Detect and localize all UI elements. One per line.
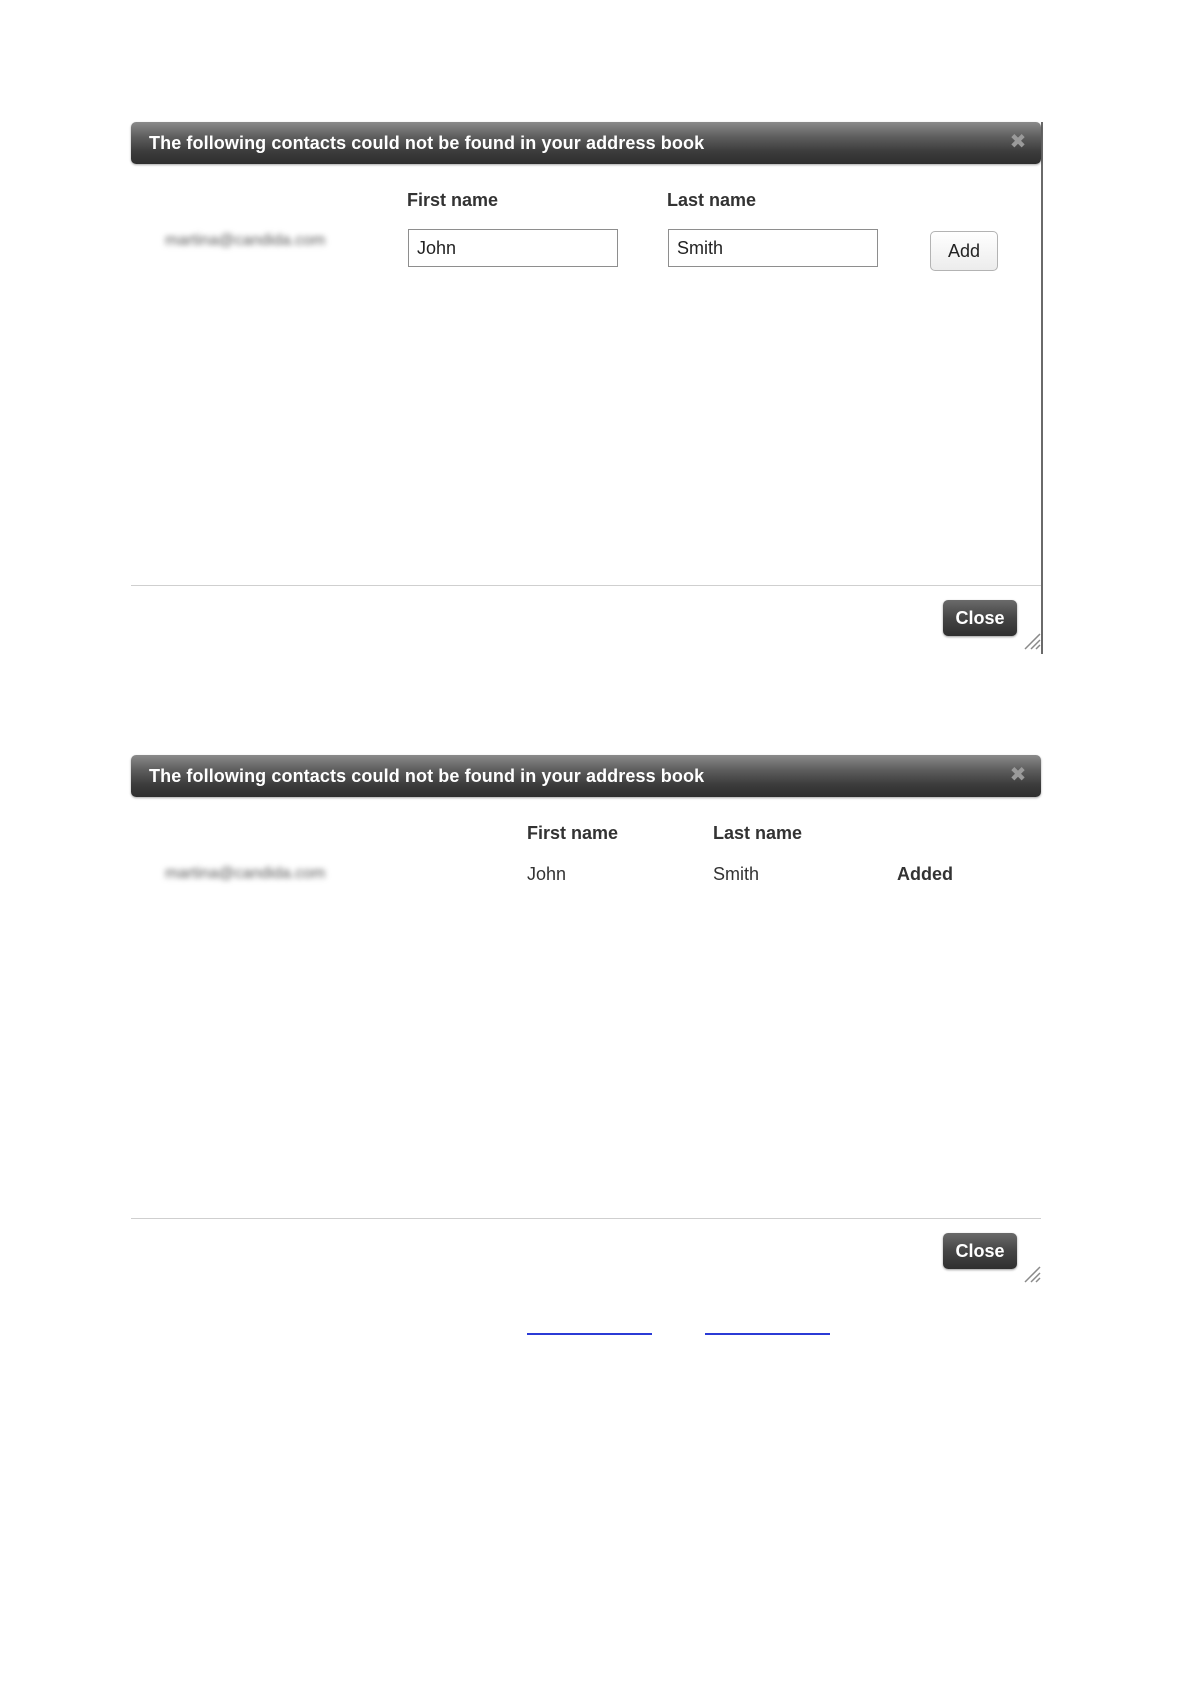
dialog-title: The following contacts could not be found in your address book (149, 133, 705, 153)
resize-grip-icon[interactable] (1021, 630, 1041, 650)
first-name-field[interactable] (408, 229, 618, 267)
contact-email: martina@candida.com (165, 232, 326, 249)
first-name-column-header: First name (527, 823, 619, 843)
added-status: Added (897, 864, 953, 884)
last-name-value: Smith (713, 864, 760, 884)
close-icon[interactable]: ✖ (1009, 764, 1027, 786)
dialog-title: The following contacts could not be found in your address book (149, 766, 705, 786)
link-underline[interactable] (705, 1333, 830, 1335)
contact-email: martina@candida.com (165, 865, 326, 882)
link-underline[interactable] (527, 1333, 652, 1335)
dialog-titlebar[interactable] (131, 122, 1041, 164)
last-name-field[interactable] (668, 229, 878, 267)
add-contact-dialog (131, 122, 1043, 654)
last-name-column-header: Last name (667, 190, 757, 210)
last-name-column-header: Last name (713, 823, 803, 843)
footer-divider (131, 585, 1041, 586)
added-contact-dialog (131, 755, 1041, 1287)
first-name-column-header: First name (407, 190, 499, 210)
dialog-titlebar[interactable] (131, 755, 1041, 797)
footer-divider (131, 1218, 1041, 1219)
first-name-value: John (527, 864, 567, 884)
close-icon[interactable]: ✖ (1009, 131, 1027, 153)
close-button[interactable]: Close (943, 600, 1017, 636)
resize-grip-icon[interactable] (1021, 1263, 1041, 1283)
close-button[interactable]: Close (943, 1233, 1017, 1269)
add-contact-button[interactable]: Add (930, 231, 998, 271)
